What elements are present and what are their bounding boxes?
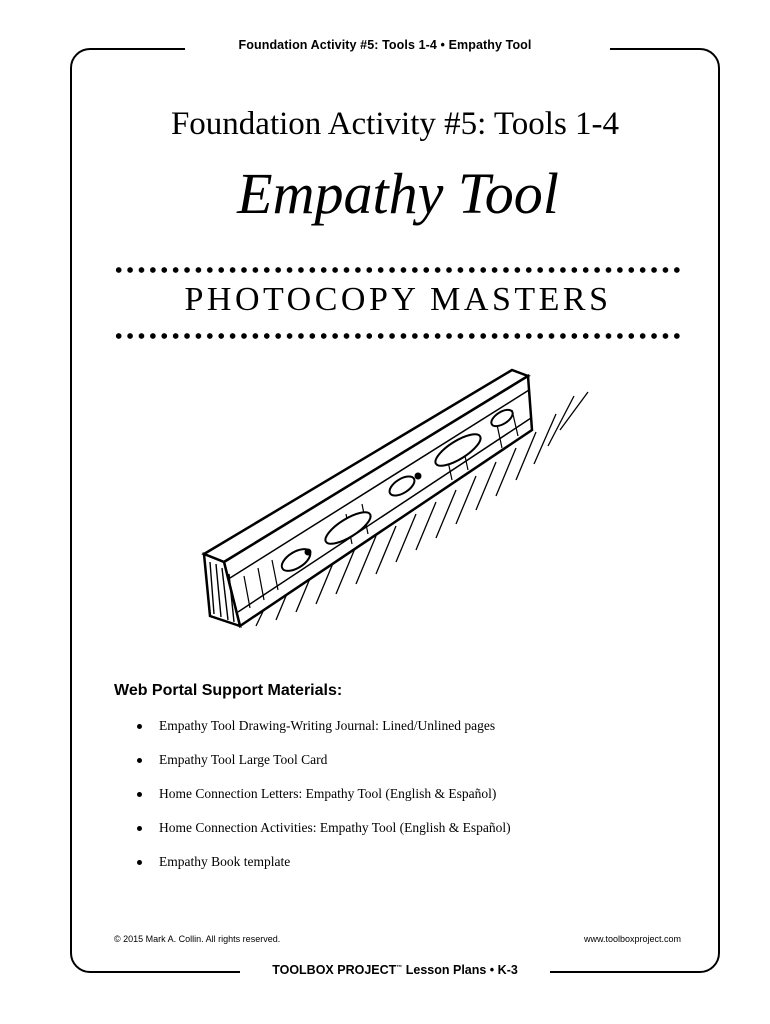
bullet-icon	[137, 758, 142, 763]
portal-materials-list	[114, 717, 511, 887]
list-item	[114, 785, 511, 819]
list-item	[114, 853, 511, 887]
section-banner: PHOTOCOPY MASTERS	[184, 281, 612, 318]
bullet-icon	[137, 826, 142, 831]
trademark-symbol: ™	[396, 964, 403, 971]
footer-brand: TOOLBOX PROJECT	[272, 963, 397, 977]
list-item-label: Home Connection Activities: Empathy Tool (English & Español)	[159, 820, 511, 835]
spirit-level-icon	[196, 362, 596, 638]
copyright-notice: © 2015 Mark A. Collin. All rights reserved.	[114, 934, 281, 944]
running-footer	[0, 963, 770, 977]
dotted-rule-top	[113, 266, 683, 274]
running-header: Foundation Activity #5: Tools 1-4 • Empathy Tool	[238, 38, 532, 52]
list-item	[114, 751, 511, 785]
list-item-label: Empathy Book template	[159, 854, 291, 869]
level-front-face	[224, 376, 532, 626]
website-link: www.toolboxproject.com	[583, 934, 681, 944]
dotted-rule-bottom	[113, 332, 683, 340]
list-item-label: Empathy Tool Large Tool Card	[159, 752, 328, 767]
page-subtitle: Foundation Activity #5: Tools 1-4	[170, 106, 620, 142]
list-item	[114, 819, 511, 853]
list-item-label: Home Connection Letters: Empathy Tool (English & Español)	[159, 786, 497, 801]
footer-page-label: Lesson Plans • K-3	[402, 963, 518, 977]
page-title: Empathy Tool	[237, 161, 559, 226]
bullet-icon	[137, 724, 142, 729]
bullet-icon	[137, 792, 142, 797]
list-item	[114, 717, 511, 751]
bullet-icon	[137, 860, 142, 865]
list-item-label: Empathy Tool Drawing-Writing Journal: Lined/Unlined pages	[159, 718, 496, 733]
portal-heading: Web Portal Support Materials:	[114, 682, 343, 699]
